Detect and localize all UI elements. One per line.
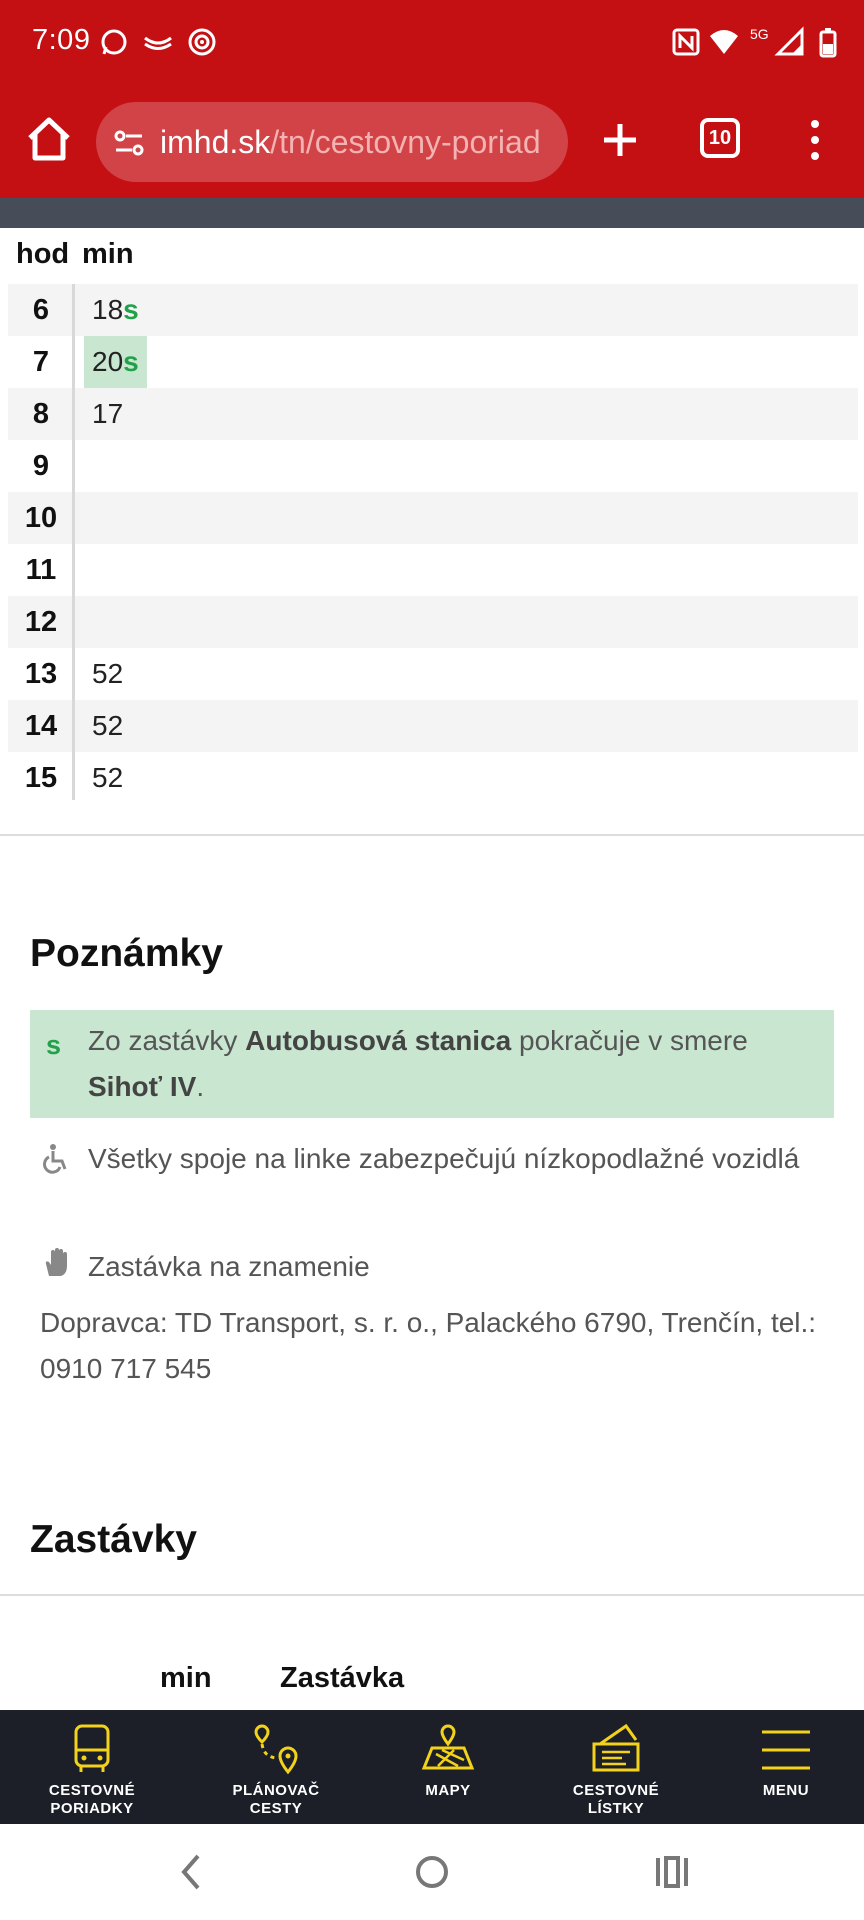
url-host: imhd.sk	[160, 124, 271, 160]
network-type: 5G	[750, 26, 769, 42]
timetable-departure[interactable]	[84, 648, 131, 700]
nav-tickets[interactable]	[554, 1710, 678, 1824]
route-planner-icon	[248, 1722, 304, 1778]
stops-divider	[0, 1594, 864, 1596]
timetable-hour: 8	[32, 398, 50, 430]
timetable-row	[8, 648, 858, 700]
nav-timetables-line2: PORIADKY	[50, 1800, 134, 1817]
signal-app-icon	[186, 26, 218, 58]
nav-menu-line1: MENU	[762, 1782, 810, 1799]
nav-tickets-line2: LÍSTKY	[587, 1800, 645, 1817]
departure-minute: 20	[92, 346, 124, 377]
note-low-floor	[30, 1128, 834, 1224]
note-request-stop	[30, 1236, 834, 1286]
timetable-row	[8, 388, 858, 440]
timetable-departure[interactable]	[84, 284, 147, 336]
bus-icon	[64, 1722, 120, 1778]
address-bar[interactable]	[96, 102, 568, 182]
recents-icon[interactable]	[654, 1850, 690, 1894]
stops-min-header: min	[160, 1662, 212, 1694]
timetable-hour: 15	[24, 762, 58, 794]
note-s-text	[88, 1018, 808, 1110]
header-strip	[0, 198, 864, 228]
departure-flag: s	[123, 294, 139, 325]
note-s-stop[interactable]: Autobusová stanica	[245, 1025, 512, 1056]
timetable-row	[8, 492, 858, 544]
timetable-row	[8, 752, 858, 804]
nav-tickets-line1: CESTOVNÉ	[572, 1782, 660, 1799]
tab-switcher-button[interactable]: 10	[700, 118, 740, 158]
departure-minute: 18	[92, 294, 124, 325]
nav-timetables-line1: CESTOVNÉ	[48, 1782, 136, 1799]
timetable-row	[8, 284, 858, 336]
minute-column-header: min	[82, 238, 134, 270]
timetable-row	[8, 544, 858, 596]
timetable-row	[8, 700, 858, 752]
note-flag-mark: s	[46, 1030, 62, 1060]
wifi-icon	[708, 26, 740, 58]
departure-minute: 52	[92, 762, 124, 793]
timetable-row	[8, 440, 858, 492]
hand-icon	[40, 1246, 72, 1278]
note-s-flag	[30, 1010, 834, 1118]
nav-route-planner-line1: PLÁNOVAČ	[232, 1782, 320, 1799]
nav-route-planner-line2: CESTY	[249, 1800, 303, 1817]
nav-maps[interactable]	[386, 1710, 510, 1824]
site-settings-icon[interactable]	[112, 126, 146, 160]
note-request-stop-text: Zastávka na znamenie	[88, 1251, 370, 1282]
note-s-destination[interactable]: Sihoť IV	[88, 1071, 197, 1102]
hour-column-header: hod	[16, 238, 70, 270]
nav-maps-line1: MAPY	[425, 1782, 471, 1799]
nfc-icon	[670, 26, 702, 58]
timetable-hour: 13	[24, 658, 58, 690]
timetable-hour: 10	[24, 502, 58, 534]
notes-heading: Poznámky	[30, 932, 223, 975]
timetable-departure[interactable]	[84, 700, 131, 752]
timetable-hour: 9	[32, 450, 50, 482]
status-time: 7:09	[32, 24, 91, 56]
note-s-middle: pokračuje v smere	[511, 1025, 748, 1056]
whatsapp-icon	[98, 26, 130, 58]
stops-heading: Zastávky	[30, 1518, 197, 1561]
timetable-row	[8, 336, 858, 388]
home-nav-icon[interactable]	[414, 1850, 450, 1894]
timetable-departure[interactable]	[84, 336, 147, 388]
timetable-hour: 12	[24, 606, 58, 638]
bottom-navigation	[0, 1710, 864, 1824]
departure-minute: 17	[92, 398, 124, 429]
timetable-divider	[72, 284, 75, 800]
timetable-departure[interactable]	[84, 388, 131, 440]
url-text[interactable]	[160, 124, 556, 161]
departure-minute: 52	[92, 658, 124, 689]
url-path: /tn/cestovny-poriad	[270, 124, 541, 160]
timetable-hour: 7	[32, 346, 50, 378]
note-s-prefix: Zo zastávky	[88, 1025, 246, 1056]
wheelchair-icon	[40, 1142, 72, 1174]
mail-icon	[142, 26, 174, 58]
section-divider	[0, 834, 864, 836]
departure-minute: 52	[92, 710, 124, 741]
timetable-row	[8, 596, 858, 648]
departure-flag: s	[123, 346, 139, 377]
nav-timetables[interactable]	[30, 1710, 154, 1824]
nav-menu[interactable]	[724, 1710, 848, 1824]
back-icon[interactable]	[176, 1850, 206, 1894]
status-bar	[0, 0, 864, 86]
new-tab-icon[interactable]	[596, 116, 644, 164]
battery-icon	[812, 26, 844, 58]
timetable-hour: 11	[25, 554, 57, 586]
nav-route-planner[interactable]	[214, 1710, 338, 1824]
timetable-hour: 14	[24, 710, 58, 742]
note-low-floor-text: Všetky spoje na linke zabezpečujú nízkopodlažné vozidlá	[88, 1143, 800, 1174]
browser-top-bar	[0, 0, 864, 198]
stops-name-header: Zastávka	[280, 1662, 405, 1694]
browser-url-row	[0, 96, 864, 188]
note-s-suffix: .	[196, 1071, 205, 1102]
more-options-icon[interactable]	[800, 116, 830, 164]
system-navigation-bar	[0, 1824, 864, 1920]
hamburger-icon	[758, 1722, 814, 1778]
home-icon[interactable]	[22, 112, 76, 166]
map-icon	[420, 1722, 476, 1778]
timetable-hour: 6	[32, 294, 50, 326]
ticket-icon	[588, 1722, 644, 1778]
timetable-departure[interactable]	[84, 752, 131, 804]
cell-signal-icon	[774, 26, 806, 58]
operator-info: Dopravca: TD Transport, s. r. o., Palackého 6790, Trenčín, tel.: 0910 717 545	[40, 1307, 817, 1384]
